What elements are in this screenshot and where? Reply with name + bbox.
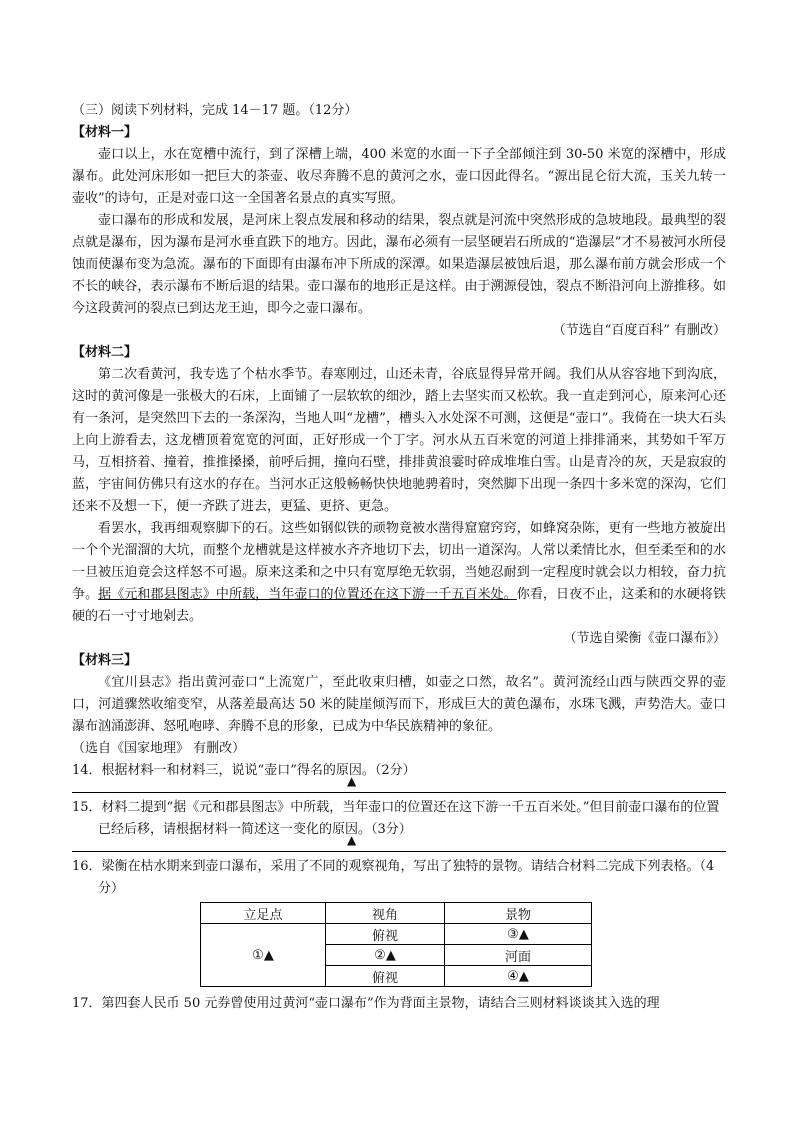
material3-source: （选自《国家地理》 有删改） <box>72 741 246 756</box>
material3-label: 【材料三】 <box>72 653 138 668</box>
table-header-scene: 景物 <box>445 903 592 924</box>
exam-page <box>72 100 726 1015</box>
question-15: 15．材料二提到“据《元和郡县图志》中所载，当年壶口的位置还在这下游一千五百米处。”但目前壶口瀑布的位置已经后移，请根据材料一简述这一变化的原因。（3分） <box>72 800 720 837</box>
table-cell-scene: 河面 <box>445 945 592 966</box>
answer-mark-icon: ▲ <box>347 774 357 788</box>
material1-paragraph-2: 壶口瀑布的形成和发展，是河床上裂点发展和移动的结果，裂点就是河流中突然形成的急坡地段。最典型的裂点就是瀑布，因为瀑布是河水垂直跌下的地方。因此，瀑布必须有一层坚硬岩石所成的“造瀑层”才不易被河水所侵蚀而使瀑布变为急流。瀑布的下面即有由瀑布冲下所成的深潭。如果造瀑层被蚀后退，那么瀑布前方就会形成一个不长的峡谷，表示瀑布不断后退的结果。壶口瀑布的地形正是这样。由于溯源侵蚀，裂点不断沿河向上游推移。如今这段黄河的裂点已到达龙王辿，即今之壶口瀑布。 <box>72 213 726 316</box>
material2-label: 【材料二】 <box>72 345 138 360</box>
answer-mark-icon: ▲ <box>347 833 357 847</box>
answer-line-15[interactable] <box>72 833 726 852</box>
section-heading: （三）阅读下列材料，完成 14－17 题。（12分） <box>72 103 358 118</box>
table-cell-view[interactable]: ②▲ <box>326 945 445 966</box>
answer-line-14[interactable] <box>72 774 726 793</box>
material2-underlined-sentence: 据《元和郡县图志》中所载，当年壶口的位置还在这下游一千五百米处。 <box>98 587 517 602</box>
question-17: 17．第四套人民币 50 元券曾使用过黄河“壶口瀑布”作为背面主景物，请结合三则材料谈谈其入选的理 <box>72 996 660 1011</box>
material1-paragraph-1: 壶口以上，水在宽槽中流行，到了深槽上端，400 米宽的水面一下子全部倾注到 30-50 米宽的深槽中，形成瀑布。此处河床形如一把巨大的茶壶、收尽奔腾不息的黄河之水，壶口因此得名。“源出昆仑衍大流，玉关九转一壶收”的诗句，正是对壶口这一全国著名景点的真实写照。 <box>72 147 726 206</box>
table-cell-view: 俯视 <box>326 966 445 987</box>
observation-table <box>200 902 592 987</box>
material2-paragraph-1: 第二次看黄河，我专选了个枯水季节。春寒刚过，山还未青，谷底显得异常开阔。我们从从容容地下到沟底，这时的黄河像是一张极大的石床，上面铺了一层软软的细沙，踏上去坚实而又松软。我一直走到河心，原来河心还有一条河，是突然凹下去的一条深沟，当地人叫“龙槽”，槽头入水处深不可测，这便是“壶口”。我倚在一块大石头上向上游看去，这龙槽顶着宽宽的河面，正好形成一个丁字。河水从五百米宽的河道上排排涌来，其势如千军万马，互相挤着、撞着，推推搡搡，前呼后拥，撞向石壁，排排黄浪霎时碎成堆堆白雪。山是青冷的灰，天是寂寂的蓝，宇宙间仿佛只有这水的存在。当河水正这般畅畅快快地驰骋着时，突然脚下出现一条四十多米宽的深沟，它们还来不及想一下，便一齐跌了进去，更猛、更挤、更急。 <box>72 367 726 514</box>
material2-text-after: 你看，日夜不止，这柔和的水硬将铁硬的石一寸寸地剁去。 <box>72 587 726 624</box>
question-14: 14．根据材料一和材料三，说说“壶口”得名的原因。（2分） <box>72 763 416 778</box>
question-16: 16．梁衡在枯水期来到壶口瀑布，采用了不同的观察视角，写出了独特的景物。请结合材料二完成下列表格。（4分） <box>72 859 715 896</box>
table-cell-view: 俯视 <box>326 924 445 945</box>
material1-source: （节选自“百度百科” 有删改） <box>552 323 726 338</box>
table-header-standpoint: 立足点 <box>201 903 326 924</box>
material1-label: 【材料一】 <box>72 125 138 140</box>
material3-paragraph-1: 《宜川县志》指出黄河壶口“上流宽广，至此收束归槽，如壶之口然，故名”。黄河流经山西与陕西交界的壶口，河道骤然收缩变窄，从落差最高达 50 米的陡崖倾泻而下，形成巨大的黄色瀑布，水珠飞溅，声势浩大。壶口瀑布汹涌澎湃、怒吼咆哮、奔腾不息的形象，已成为中华民族精神的象征。 <box>72 675 726 734</box>
material2-text-before: 看罢水，我再细观察脚下的石。这些如钢似铁的顽物竟被水凿得窟窟窍窍，如蜂窝杂陈，更有一些地方被旋出一个个光溜溜的大坑，而整个龙槽就是这样被水齐齐地切下去，切出一道深沟。人常以柔情比水，但至柔至和的水一旦被压迫竟会这样怒不可遏。原来这柔和之中只有宽厚绝无软弱，当她忍耐到一定程度时就会以力相较，奋力抗争。 <box>72 521 726 602</box>
material2-source: （节选自梁衡《壶口瀑布》） <box>563 631 726 646</box>
table-cell-scene[interactable]: ④▲ <box>445 966 592 987</box>
table-cell-standpoint[interactable]: ①▲ <box>201 924 326 987</box>
material2-paragraph-2 <box>72 518 726 628</box>
table-header-view: 视角 <box>326 903 445 924</box>
table-cell-scene[interactable]: ③▲ <box>445 924 592 945</box>
